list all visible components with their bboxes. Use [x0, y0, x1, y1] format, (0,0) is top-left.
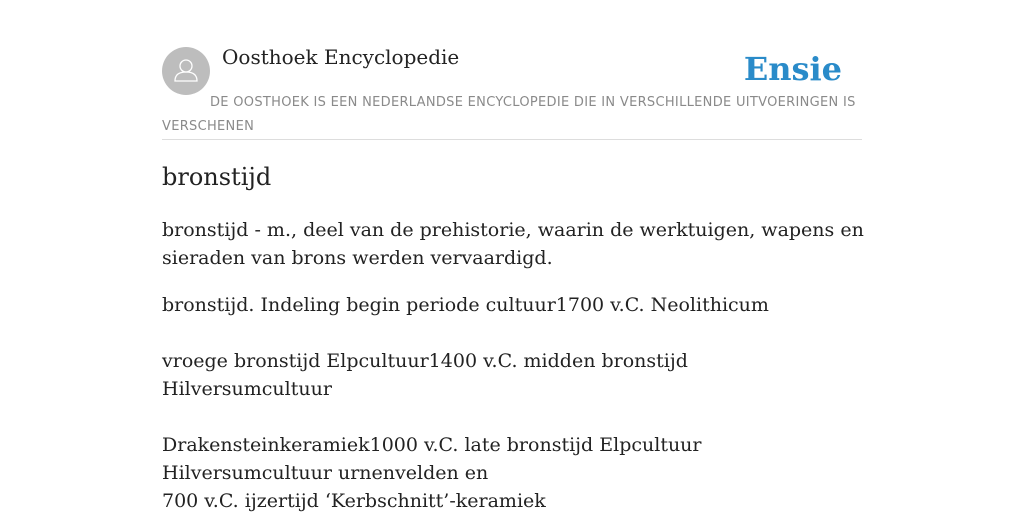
- entry-body-blank-line: [162, 403, 862, 431]
- entry-title: bronstijd: [162, 163, 272, 191]
- entry-body-line: vroege bronstijd Elpcultuur1400 v.C. midden bronstijd Hilversumcultuur: [162, 350, 688, 400]
- entry-body-line: Drakensteinkeramiek1000 v.C. late bronstijd Elpcultuur Hilversumcultuur urnenvelden en: [162, 434, 702, 484]
- site-name[interactable]: Oosthoek Encyclopedie: [222, 45, 460, 69]
- entry-body: [162, 291, 862, 515]
- entry-body-blank-line: [162, 319, 862, 347]
- brand-logo[interactable]: Ensie: [743, 50, 842, 88]
- entry-body-line: 700 v.C. ijzertijd ‘Kerbschnitt’-keramiek: [162, 490, 546, 512]
- site-tagline: DE OOSTHOEK IS EEN NEDERLANDSE ENCYCLOPEDIE DIE IN VERSCHILLENDE UITVOERINGEN IS VERSCHENEN: [162, 95, 856, 134]
- user-silhouette-icon: [162, 47, 210, 95]
- entry-definition: bronstijd - m., deel van de prehistorie, waarin de werktuigen, wapens en sieraden van brons werden vervaardigd.: [162, 219, 864, 269]
- avatar[interactable]: [162, 47, 210, 95]
- entry-body-line: bronstijd. Indeling begin periode cultuur1700 v.C. Neolithicum: [162, 294, 769, 316]
- header-divider: [162, 139, 862, 140]
